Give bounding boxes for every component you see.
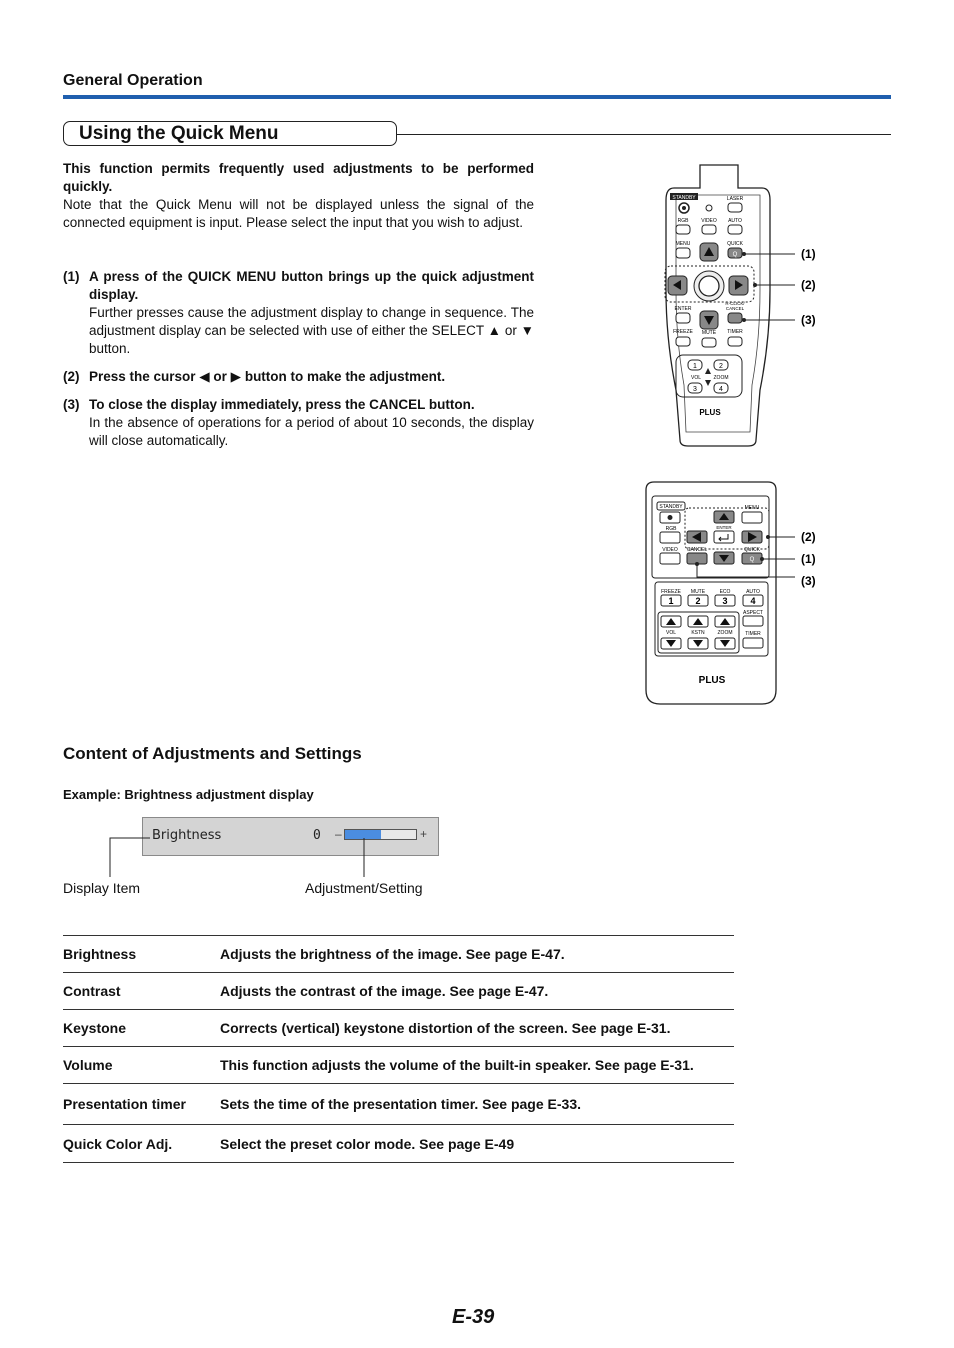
callout-label-1: (1) — [801, 247, 816, 261]
callout-dot-2 — [766, 535, 770, 539]
vol-label: VOL — [665, 630, 677, 636]
table-row — [63, 1084, 734, 1125]
auto-label: AUTO — [728, 218, 742, 224]
quick-icon: Q — [749, 557, 755, 563]
example-label: Example: Brightness adjustment display — [63, 787, 314, 802]
setting-callout: Adjustment/Setting — [305, 880, 423, 896]
table-desc: Sets the time of the presentation timer. See page E-33. — [220, 1084, 734, 1125]
table-desc: Select the preset color mode. See page E-49 — [220, 1125, 734, 1163]
video-label: VIDEO — [662, 547, 678, 553]
remote-control-illustration-2 — [640, 478, 840, 710]
menu-button[interactable] — [676, 248, 690, 258]
cancel-label: CANCEL — [725, 306, 745, 311]
video-button[interactable] — [660, 553, 680, 564]
power-icon — [668, 515, 673, 520]
freeze-button[interactable] — [676, 337, 690, 346]
zoom-label: ZOOM — [717, 630, 733, 636]
step-1 — [63, 268, 534, 358]
timer-label: TIMER — [727, 329, 743, 335]
kstn-label: KSTN — [691, 630, 705, 636]
minus-sign: – — [335, 827, 342, 841]
step-3 — [63, 396, 534, 450]
mute-label: MUTE — [690, 589, 706, 595]
callout-dot-1 — [742, 252, 746, 256]
mute-button[interactable] — [702, 338, 716, 347]
step-number: (1) — [63, 269, 80, 284]
display-callouts — [100, 820, 380, 880]
display-value: 0 — [313, 828, 321, 843]
table-item: Quick Color Adj. — [63, 1125, 220, 1163]
indicator-led — [706, 205, 712, 211]
power-icon — [682, 206, 686, 210]
eco-label: ECO — [719, 589, 731, 595]
step-2 — [63, 368, 534, 386]
key-1-label: 1 — [668, 596, 674, 606]
mute-label: MUTE — [701, 330, 717, 336]
content-heading: Content of Adjustments and Settings — [63, 744, 362, 763]
enter-small-button[interactable] — [676, 313, 690, 323]
table-item: Brightness — [63, 936, 220, 973]
quick-label: QUICK — [744, 547, 760, 553]
display-item-callout: Display Item — [63, 880, 141, 896]
table-row — [63, 1125, 734, 1163]
table-item: Volume — [63, 1047, 220, 1084]
enter-label: ENTER — [674, 306, 692, 312]
freeze-label: FREEZE — [673, 329, 693, 335]
display-item-callout-line — [110, 838, 150, 877]
header-rule — [63, 95, 891, 99]
callout-dot-1 — [760, 557, 764, 561]
quick-icon: Q — [732, 252, 738, 258]
timer-button[interactable] — [728, 337, 742, 346]
remote-control-illustration-1 — [640, 160, 840, 452]
step-number: (3) — [63, 397, 80, 412]
timer-label: TIMER — [745, 631, 761, 637]
laser-button[interactable] — [728, 203, 742, 212]
key-3-label: 3 — [722, 596, 728, 606]
video-label: VIDEO — [701, 218, 717, 224]
table-item: Presentation timer — [63, 1084, 220, 1125]
callout-label-2: (2) — [801, 530, 816, 544]
key-2-label: 2 — [695, 596, 701, 606]
step-heading: A press of the QUICK MENU button brings up the quick adjustment display. — [89, 269, 534, 302]
quick-label: QUICK — [727, 241, 743, 247]
step-number: (2) — [63, 369, 80, 384]
plus-logo: PLUS — [699, 408, 721, 417]
page-title: Using the Quick Menu — [63, 121, 397, 146]
vol-label: VOL — [690, 375, 702, 381]
menu-button[interactable] — [742, 512, 762, 523]
callout-label-1: (1) — [801, 552, 816, 566]
callout-label-2: (2) — [801, 278, 816, 292]
table-row — [63, 936, 734, 973]
enter-button[interactable] — [714, 531, 734, 543]
section-header: General Operation — [63, 72, 203, 89]
table-desc: Corrects (vertical) keystone distortion of the screen. See page E-31. — [220, 1010, 734, 1047]
rclick-label: R-CLICK/ — [725, 301, 745, 306]
timer-button[interactable] — [743, 638, 763, 648]
step-heading: To close the display immediately, press the CANCEL button. — [89, 397, 475, 412]
table-desc: This function adjusts the volume of the built-in speaker. See page E-31. — [220, 1047, 734, 1084]
intro-bold: This function permits frequently used adjustments to be performed quickly. — [63, 161, 534, 194]
key-4-label: 4 — [750, 596, 756, 606]
callout-dot-3 — [695, 562, 699, 566]
cancel-button[interactable] — [728, 313, 742, 323]
rgb-label: RGB — [665, 526, 677, 532]
cancel-label: CANCEL — [686, 547, 708, 553]
enter-button[interactable] — [699, 276, 719, 296]
aspect-button[interactable] — [743, 616, 763, 626]
rgb-label: RGB — [677, 218, 689, 224]
rgb-button[interactable] — [660, 532, 680, 543]
standby-label: STANDBY — [672, 195, 696, 201]
table-row — [63, 973, 734, 1010]
table-item: Keystone — [63, 1010, 220, 1047]
table-row — [63, 1010, 734, 1047]
step-body: In the absence of operations for a period of about 10 seconds, the display will close automatically. — [89, 415, 534, 448]
step-body: Further presses cause the adjustment display to change in sequence. The adjustment display can be selected with use of either the SELECT ▲ or ▼ button. — [89, 305, 534, 356]
key-2-label: 2 — [719, 363, 723, 370]
key-3-label: 3 — [693, 386, 697, 393]
display-item-text: Brightness — [152, 828, 222, 843]
zoom-label: ZOOM — [713, 375, 729, 381]
laser-label: LASER — [726, 196, 744, 202]
page-number: E-39 — [452, 1306, 495, 1328]
intro-paragraph — [63, 160, 534, 232]
plus-sign: + — [420, 827, 428, 841]
table-row — [63, 1047, 734, 1084]
freeze-label: FREEZE — [661, 589, 681, 595]
step-heading: Press the cursor ◀ or ▶ button to make the adjustment. — [89, 369, 446, 384]
table-item: Contrast — [63, 973, 220, 1010]
enter-label: ENTER — [716, 525, 732, 530]
adjustments-table — [63, 935, 734, 1163]
callout-dot-3 — [742, 318, 746, 322]
standby-label: STANDBY — [659, 504, 683, 510]
callout-label-3: (3) — [801, 574, 816, 588]
menu-label: MENU — [675, 241, 691, 247]
callout-dot-2 — [753, 283, 757, 287]
intro-text: Note that the Quick Menu will not be displayed unless the signal of the connected equipment is input. Please select the input that you wish to adjust. — [63, 197, 534, 230]
title-rule — [397, 134, 891, 135]
aspect-label: ASPECT — [742, 610, 764, 616]
rgb-button[interactable] — [676, 225, 690, 234]
plus-logo: PLUS — [698, 675, 726, 686]
key-4-label: 4 — [719, 386, 723, 393]
key-1-label: 1 — [693, 363, 697, 370]
auto-button[interactable] — [728, 225, 742, 234]
table-desc: Adjusts the contrast of the image. See page E-47. — [220, 973, 734, 1010]
video-button[interactable] — [702, 225, 716, 234]
menu-label: MENU — [744, 505, 760, 511]
table-desc: Adjusts the brightness of the image. See page E-47. — [220, 936, 734, 973]
auto-label: AUTO — [746, 589, 760, 595]
callout-label-3: (3) — [801, 313, 816, 327]
steps-list — [63, 268, 534, 460]
